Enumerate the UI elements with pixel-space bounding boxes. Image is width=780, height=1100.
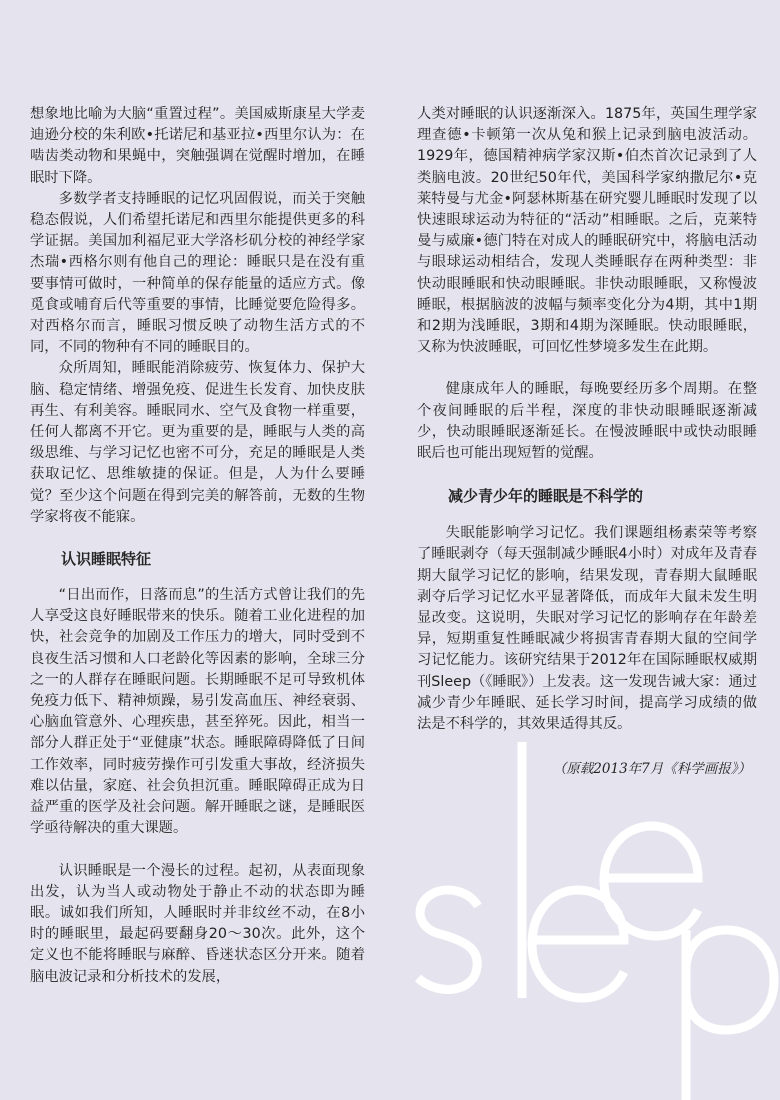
left-paragraph-5: 认识睡眠是一个漫长的过程。起初，从表面现象出发，认为当人或动物处于静止不动的状态即为睡眠。诚如我们所知，人睡眠时并非纹丝不动，在8小时的睡眠里，最起码要翻身20～30次。此外，这个定义也不能将睡眠与麻醉、昏迷状态区分开来。随着脑电波记录和分析技术的发展， [30, 862, 365, 985]
left-paragraph-1: 想象地比喻为大脑“重置过程”。美国威斯康星大学麦迪逊分校的朱利欧•托诺尼和基亚拉•西里尔认为：在啮齿类动物和果蝇中，突触强调在觉醒时增加，在睡眠时下降。 [30, 106, 365, 186]
right-paragraph-1: 人类对睡眠的认识逐渐深入。1875年，英国生理学家理查德•卡顿第一次从兔和猴上记录到脑电波活动。1929年，德国精神病学家汉斯•伯杰首次记录到了人类脑电波。20世纪50年代，美国科学家纳撒尼尔•克莱特曼与尤金•阿瑟林斯基在研究婴儿睡眠时发现了以快速眼球运动为特征的“活动”相睡眠。之后，克莱特曼与威廉•德门特在对成人的睡眠研究中，将脑电活动与眼球运动相结合，发现人类睡眠存在两种类型：非快动眼睡眠和快动眼睡眠。非快动眼睡眠，又称慢波睡眠，根据脑波的波幅与频率变化分为4期，其中1期和2期为浅睡眠，3期和4期为深睡眠。快动眼睡眠，又称为快波睡眠，可回忆性梦境多发生在此期。 [417, 106, 757, 356]
source-citation: （原载2013年7月《科学画报》） [552, 761, 751, 778]
right-column [417, 104, 757, 780]
sleep-word-graphic [410, 740, 780, 1100]
right-paragraph-2: 健康成年人的睡眠，每晚要经历多个周期。在整个夜间睡眠的后半程，深度的非快动眼睡眠逐渐减少，快动眼睡眠逐渐延长。在慢波睡眠中或快动眼睡眠后也可能出现短暂的觉醒。 [417, 381, 757, 462]
left-paragraph-4: “日出而作，日落而息”的生活方式曾让我们的先人享受这良好睡眠带来的快乐。随着工业化进程的加快，社会竞争的加剧及工作压力的增大，同时受到不良夜生活习惯和人口老龄化等因素的影响，全球三分之一的人群存在睡眠问题。长期睡眠不足可导致机体免疫力低下、精神烦躁，易引发高血压、神经衰弱、心脑血管意外、心理疾患，甚至猝死。因此，相当一部分人群正处于“亚健康”状态。睡眠障碍降低了日间工作效率，同时疲劳操作可引发重大事故，经济损失难以估量，家庭、社会负担沉重。睡眠障碍正成为日益严重的医学及社会问题。解开睡眠之谜，是睡眠医学亟待解决的重大课题。 [30, 587, 365, 837]
section-heading-teen-sleep: 减少青少年的睡眠是不科学的 [448, 487, 644, 506]
left-paragraph-2: 多数学者支持睡眠的记忆巩固假说，而关于突触稳态假说，人们希望托诺尼和西里尔能提供更多的科学证据。美国加利福尼亚大学洛杉矶分校的神经学家杰瑞•西格尔则有他自己的理论：睡眠只是在没有重要事情可做时，一种简单的保存能量的适应方式。像觅食或哺育后代等重要的事情，比睡觉要危险得多。对西格尔而言，睡眠习惯反映了动物生活方式的不同，不同的物种有不同的睡眠目的。 [30, 190, 365, 356]
right-paragraph-3: 失眠能影响学习记忆。我们课题组杨素荣等考察了睡眠剥夺（每天强制减少睡眠4小时）对成年及青春期大鼠学习记忆的影响，结果发现，青春期大鼠睡眠剥夺后学习记忆水平显著降低，而成年大鼠未发生明显改变。这说明，失眠对学习记忆的影响存在年龄差异，短期重复性睡眠减少将损害青春期大鼠的空间学习记忆能力。该研究结果于2012年在国际睡眠权威期刊Sleep（《睡眠》）上发表。这一发现告诫大家：通过减少青少年睡眠、延长学习时间，提高学习成绩的做法是不科学的，其效果适得其反。 [417, 525, 757, 733]
left-column [30, 104, 365, 988]
section-heading-sleep-characteristics: 认识睡眠特征 [61, 550, 152, 569]
left-paragraph-3: 众所周知，睡眠能消除疲劳、恢复体力、保护大脑、稳定情绪、增强免疫、促进生长发育、加快皮肤再生、有利美容。睡眠同水、空气及食物一样重要，任何人都离不开它。更为重要的是，睡眠与人类的高级思维、与学习记忆也密不可分，充足的睡眠是人类获取记忆、思维敏捷的保证。但是，人为什么要睡觉？至少这个问题在得到完美的解答前，无数的生物学家将夜不能寐。 [30, 360, 365, 525]
